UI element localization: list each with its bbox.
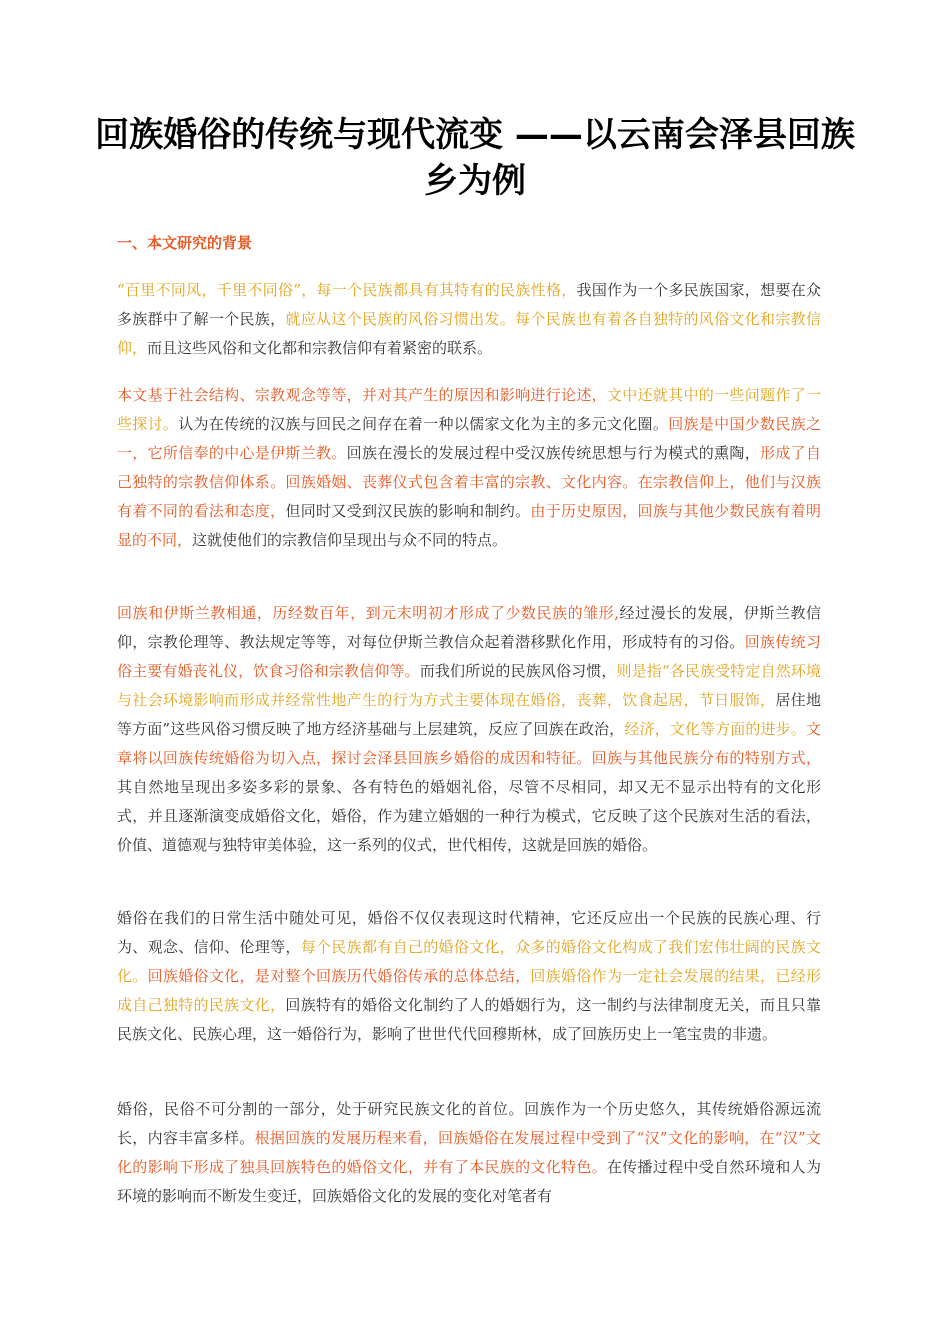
text-run: 就应从这个民族的风俗习惯出发。每个民族也有着各自独特的风俗文化和宗教信仰，: [117, 310, 821, 357]
text-run: 回族传统习俗主要有婚丧礼仪，饮食习俗和宗教信仰等。: [117, 633, 821, 680]
text-run: 回族在漫长的发展过程中受汉族传统思想与行为模式的熏陶，: [346, 444, 761, 462]
text-run: 认为在传统的汉族与回民之间存在着一种以儒家文化为主的多元文化圈。: [178, 415, 669, 433]
text-run: 本文基于社会结构、宗教观念等等，并对其产生的原因和影响进行论述，: [117, 386, 607, 404]
paragraph-3: [117, 599, 821, 860]
text-run: 经过漫长的发展，伊斯兰教信仰，宗教伦理等、教法规定等等，对每位伊斯兰教信众起着潜移默化作用，形成特有的习俗。: [117, 604, 821, 651]
text-run: 我国作为一个多民族国家，想要在众多族群中了解一个民族，: [117, 281, 821, 328]
text-run: 根据回族的发展历程来看，回族婚俗在发展过程中受到了“汉”文化的影响，在“汉”文化的影响下形成了独具回族特色的婚俗文化，并有了本民族的文化特色。: [117, 1129, 821, 1176]
text-run: 回族婚俗文化，是对整个回族历代婚俗传承的总体总结，: [147, 967, 531, 985]
text-run: 但同时又受到汉民族的影响和制约。: [285, 502, 531, 520]
text-run: 经济，文化等方面的进步。: [624, 720, 806, 738]
paragraph-1: [117, 276, 821, 363]
text-run: 文章将以回族传统婚俗为切入点，探讨会泽县回族乡婚俗的成因和特征。回族与其他民族分布的特别方式，: [117, 720, 821, 767]
text-run: 而且这些风俗和文化都和宗教信仰有着紧密的联系。: [147, 339, 493, 357]
text-run: 回族是中国少数民族之一，它所信奉的中心是伊斯兰教。: [117, 415, 821, 462]
section-heading: 一、本文研究的背景: [117, 234, 253, 252]
text-run: 居住地等方面”这些风俗习惯反映了地方经济基础与上层建筑，反应了回族在政治，: [117, 691, 821, 738]
paragraph-5: [117, 1095, 821, 1211]
text-run: 形成了自己独特的宗教信仰体系。回族婚姻、丧葬仪式包含着丰富的宗教、文化内容。在宗教信仰上，他们与汉族有着不同的看法和态度，: [117, 444, 821, 520]
text-run: 文中还就其中的一些问题作了一些探讨。: [117, 386, 821, 433]
text-run: 则是指“各民族受特定自然环境与社会环境影响而形成并经常性地产生的行为方式主要体现在婚俗，丧葬，饮食起居，节日服饰，: [117, 662, 821, 709]
text-run: 而我们所说的民族风俗习惯，: [419, 662, 617, 680]
text-run: 由于历史原因，回族与其他少数民族有着明显的不同，: [117, 502, 821, 549]
text-run: 回族和伊斯兰教相通，历经数百年，到元末明初才形成了少数民族的雏形,: [117, 604, 619, 622]
text-run: “百里不同风，千里不同俗”，每一个民族都具有其特有的民族性格，: [117, 281, 577, 299]
text-run: 这就使他们的宗教信仰呈现出与众不同的特点。: [192, 531, 508, 549]
text-run: 每个民族都有自己的婚俗文化，众多的婚俗文化构成了我们宏伟壮阔的民族文化。: [117, 938, 821, 985]
text-run: 在传播过程中受自然环境和人为环境的影响而不断发生变迁，回族婚俗文化的发展的变化对笔者有: [117, 1158, 821, 1205]
text-run: 婚俗在我们的日常生活中随处可见，婚俗不仅仅表现这时代精神，它还反应出一个民族的民族心理、行为、观念、信仰、伦理等，: [117, 909, 821, 956]
text-run: 其自然地呈现出多姿多彩的景象、各有特色的婚姻礼俗，尽管不尽相同，却又无不显示出特有的文化形式，并且逐渐演变成婚俗文化，婚俗，作为建立婚姻的一种行为模式，它反映了这个民族对生活的看法，价值、道德观与独特审美体验，这一系列的仪式，世代相传，这就是回族的婚俗。: [117, 778, 821, 854]
document-title: 回族婚俗的传统与现代流变 ——以云南会泽县回族乡为例: [95, 115, 855, 201]
paragraph-2: [117, 381, 821, 555]
paragraph-4: [117, 904, 821, 1049]
text-run: 婚俗，民俗不可分割的一部分，处于研究民族文化的首位。回族作为一个历史悠久，其传统婚俗源远流长，内容丰富多样。: [117, 1100, 821, 1147]
text-run: 回族特有的婚俗文化制约了人的婚姻行为，这一制约与法律制度无关，而且只靠民族文化、民族心理，这一婚俗行为，影响了世世代代回穆斯林，成了回族历史上一笔宝贵的非遗。: [117, 996, 821, 1043]
text-run: 回族婚俗作为一定社会发展的结果，已经形成自己独特的民族文化，: [117, 967, 821, 1014]
